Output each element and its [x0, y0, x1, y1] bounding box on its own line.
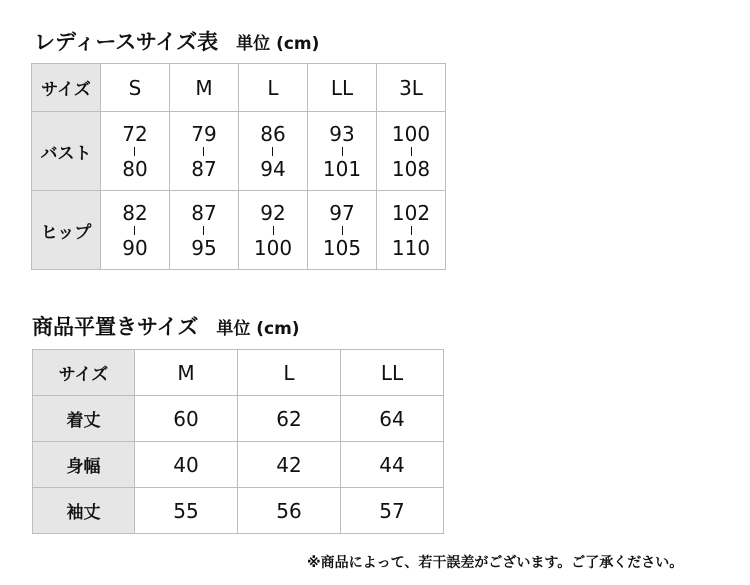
range-max: 108 [391, 156, 431, 181]
flat-size-title: 商品平置きサイズ [32, 315, 199, 339]
table-row [32, 112, 446, 191]
header-cell: M [135, 350, 238, 396]
range-separator [203, 147, 204, 156]
row-label: 身幅 [33, 442, 135, 488]
range-min: 100 [391, 121, 431, 146]
range-separator [273, 226, 274, 235]
header-cell: LL [308, 64, 377, 112]
range-separator [134, 147, 135, 156]
range-separator [272, 147, 273, 156]
table-cell: 55 [135, 488, 238, 534]
ladies-size-unit: 単位 (cm) [236, 34, 320, 54]
disclaimer-note: ※商品によって、若干誤差がございます。ご了承ください。 [307, 555, 684, 571]
table-cell [101, 191, 170, 270]
table-cell [308, 112, 377, 191]
table-cell [101, 112, 170, 191]
range-min: 97 [329, 200, 355, 225]
header-cell: サイズ [32, 64, 101, 112]
table-cell [377, 112, 446, 191]
header-cell: S [101, 64, 170, 112]
row-label: 着丈 [33, 396, 135, 442]
range-separator [203, 226, 204, 235]
range-separator [342, 226, 343, 235]
table-cell: 42 [238, 442, 341, 488]
range-separator [342, 147, 343, 156]
header-cell: L [238, 350, 341, 396]
table-cell [239, 191, 308, 270]
row-label: ヒップ [32, 191, 101, 270]
table-cell [170, 112, 239, 191]
table-cell: 57 [341, 488, 444, 534]
range-min: 79 [191, 121, 217, 146]
range-max: 105 [322, 235, 362, 260]
range-separator [411, 147, 412, 156]
table-cell: 60 [135, 396, 238, 442]
ladies-size-title: レディースサイズ表 [34, 30, 219, 54]
range-max: 94 [260, 156, 286, 181]
header-cell: 3L [377, 64, 446, 112]
range-min: 86 [260, 121, 286, 146]
range-min: 93 [329, 121, 355, 146]
table-cell: 56 [238, 488, 341, 534]
table-cell: 44 [341, 442, 444, 488]
range-max: 101 [322, 156, 362, 181]
ladies-size-heading [34, 26, 319, 56]
range-min: 72 [122, 121, 148, 146]
range-max: 90 [122, 235, 148, 260]
header-cell: L [239, 64, 308, 112]
flat-size-unit: 単位 (cm) [216, 319, 300, 339]
table-cell: 40 [135, 442, 238, 488]
range-min: 102 [391, 200, 431, 225]
range-separator [134, 226, 135, 235]
table-row [33, 488, 444, 534]
range-min: 82 [122, 200, 148, 225]
range-max: 100 [253, 235, 293, 260]
range-max: 87 [191, 156, 217, 181]
range-min: 87 [191, 200, 217, 225]
flat-size-heading [32, 311, 300, 341]
table-cell [170, 191, 239, 270]
range-separator [411, 226, 412, 235]
header-cell: LL [341, 350, 444, 396]
row-label: バスト [32, 112, 101, 191]
range-max: 80 [122, 156, 148, 181]
table-row [33, 396, 444, 442]
range-max: 95 [191, 235, 217, 260]
header-cell: M [170, 64, 239, 112]
table-cell: 62 [238, 396, 341, 442]
table-cell: 64 [341, 396, 444, 442]
row-label: 袖丈 [33, 488, 135, 534]
table-cell [377, 191, 446, 270]
ladies-size-table [31, 63, 446, 270]
table-cell [239, 112, 308, 191]
table-header-row [33, 350, 444, 396]
range-max: 110 [391, 235, 431, 260]
table-cell [308, 191, 377, 270]
table-header-row [32, 64, 446, 112]
flat-size-table [32, 349, 444, 534]
range-min: 92 [260, 200, 286, 225]
header-cell: サイズ [33, 350, 135, 396]
table-row [32, 191, 446, 270]
table-row [33, 442, 444, 488]
